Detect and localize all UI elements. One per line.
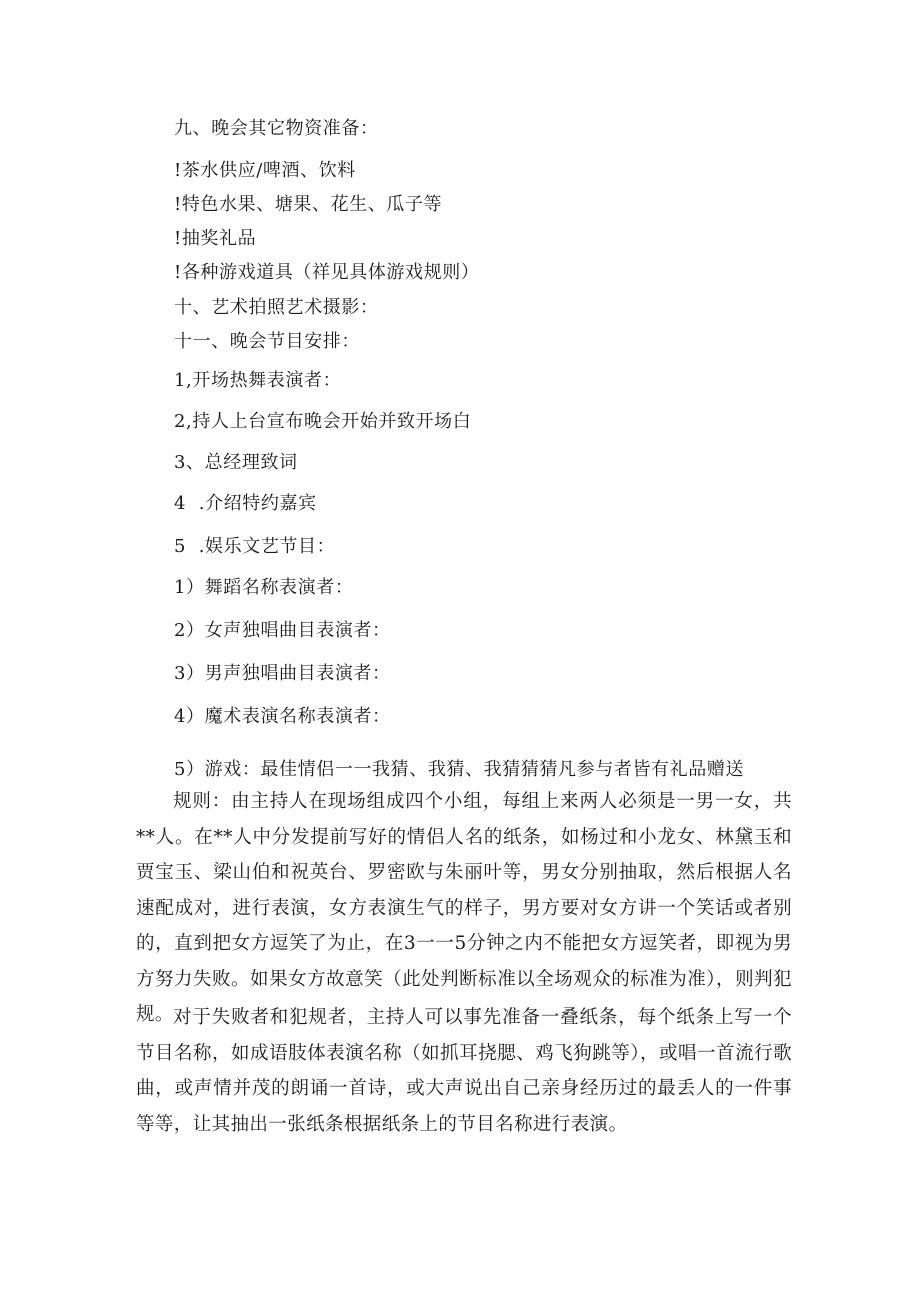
sub-item-5-game: 5）游戏：最佳情侣一一我猜、我猜、我猜猜猜凡参与者皆有礼品赠送 [174, 759, 745, 780]
list-item-props: !各种游戏道具（祥见具体游戏规则） [174, 262, 480, 283]
penalty-paragraph [136, 1000, 792, 1142]
section-heading-10: 十、艺术拍照艺术摄影： [174, 297, 379, 318]
sub-item-4: 4）魔术表演名称表演者： [174, 706, 391, 727]
program-item-4: 4 .介绍特约嘉宾 [174, 493, 317, 514]
sub-item-2: 2）女声独唱曲目表演者： [174, 620, 391, 641]
rules-paragraph [136, 784, 792, 1033]
program-item-2: 2,持人上台宣布晚会开始并致开场白 [174, 411, 472, 432]
penalty-text: 对于失败者和犯规者，主持人可以事先准备一叠纸条，每个纸条上写一个节目名称，如成语肢体表演名称（如抓耳挠腮、鸡飞狗跳等），或唱一首流行歌曲，或声情并茂的朗诵一首诗，或大声说出自己亲身经历过的最丢人的一件事等等，让其抽出一张纸条根据纸条上的节目名称进行表演。 [136, 1007, 792, 1135]
section-heading-9: 九、晚会其它物资准备： [174, 118, 379, 139]
section-heading-11: 十一、晚会节目安排： [174, 331, 360, 352]
list-item-fruit: !特色水果、塘果、花生、瓜子等 [174, 194, 443, 215]
program-item-3: 3、总经理致词 [174, 452, 298, 473]
program-item-1: 1,开场热舞表演者： [174, 370, 342, 391]
sub-item-3: 3）男声独唱曲目表演者： [174, 663, 391, 684]
list-item-prizes: !抽奖礼品 [174, 228, 257, 249]
list-item-tea: !茶水供应/啤酒、饮料 [174, 160, 356, 181]
program-item-5: 5 .娱乐文艺节目： [174, 536, 336, 557]
rules-text: 规则：由主持人在现场组成四个小组，每组上来两人必须是一男一女，共**人。在**人中分发提前写好的情侣人名的纸条，如杨过和小龙女、林黛玉和贾宝玉、梁山伯和祝英台、罗密欧与朱丽叶等，男女分别抽取，然后根据人名速配成对，进行表演，女方表演生气的样子，男方要对女方讲一个笑话或者别的，直到把女方逗笑了为止，在3一一5分钟之内不能把女方逗笑者，即视为男方努力失败。如果女方故意笑（此处判断标准以全场观众的标准为准），则判犯规。 [136, 791, 792, 1025]
sub-item-1: 1）舞蹈名称表演者： [174, 577, 354, 598]
